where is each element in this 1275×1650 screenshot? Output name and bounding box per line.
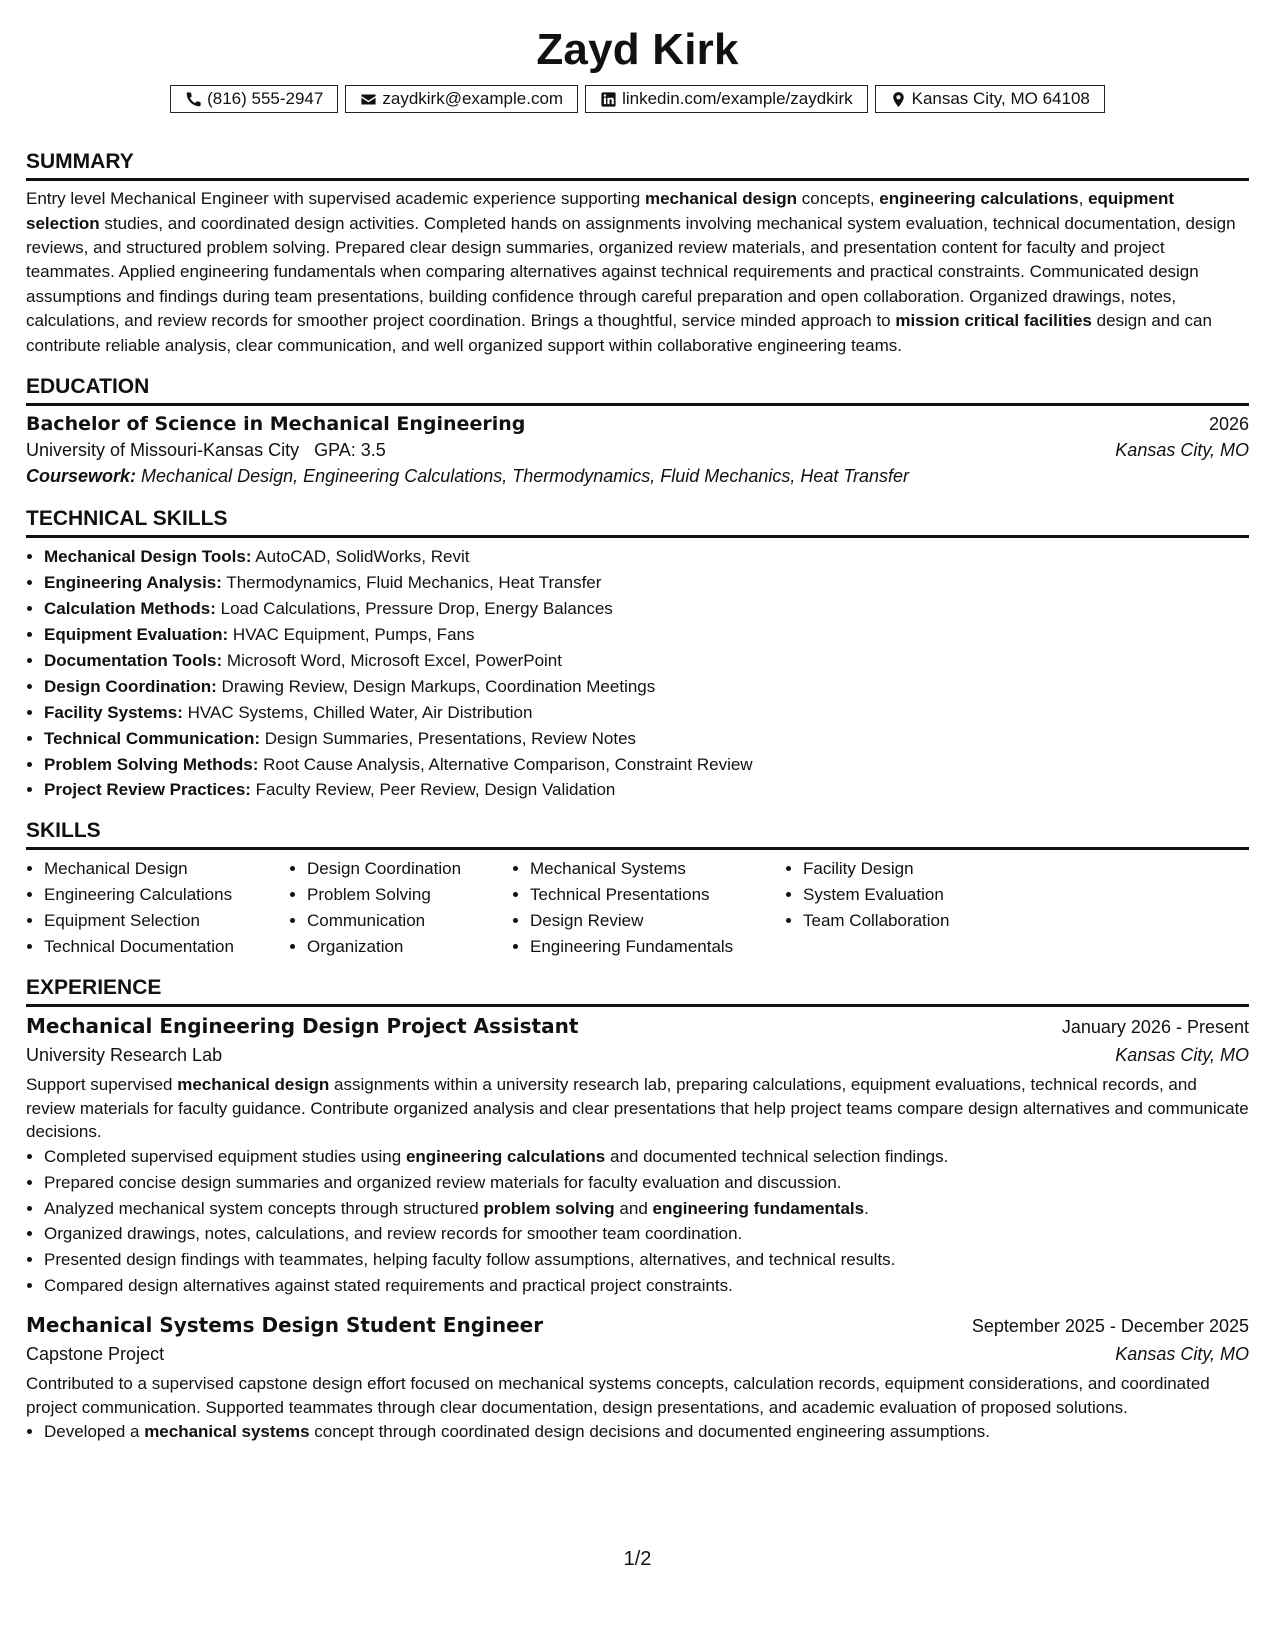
skill-item: • Facility Design — [803, 856, 1053, 882]
technical-skill-value: AutoCAD, SolidWorks, Revit — [251, 547, 470, 567]
page-number: 1/2 — [623, 1548, 652, 1570]
summary-text: studies, and coordinated design activities. Completed hands on assignments involving mechanical system evaluation, technical documentation, design reviews, and structured problem solving. Prepared clear design summaries, organized review materials, and presentation content for faculty and project teammates. Applied engineering fundamentals when comparing alternatives against technical requirements and practical constraints. Communicated design assumptions and findings during team presentations, building confidence through careful preparation and open collaboration. Organized drawings, notes, calculations, and review records for smoother project coordination. Brings a thoughtful, service minded approach to — [26, 213, 1236, 331]
technical-skill-item — [44, 596, 1249, 622]
degree: Bachelor of Science in Mechanical Engineering — [26, 413, 526, 436]
job-title-row — [26, 1313, 1249, 1337]
job-bullet — [44, 1247, 1249, 1273]
summary-text: concepts, — [797, 189, 880, 209]
school-location: Kansas City, MO — [1115, 440, 1249, 461]
summary-text: , — [1078, 189, 1089, 209]
skills-column — [512, 856, 785, 960]
coursework-row — [26, 466, 1249, 487]
job-bullet-text: Analyzed mechanical system concepts through structured — [44, 1198, 484, 1218]
skill-item: • Mechanical Design — [44, 856, 289, 882]
job-dates: September 2025 - December 2025 — [971, 1316, 1249, 1337]
technical-skills-section — [26, 507, 1249, 803]
job-bullet-text: Prepared concise design summaries and organized review materials for faculty evaluation and discussion. — [44, 1172, 842, 1192]
experience-jobs — [26, 1014, 1249, 1445]
contact-bar — [26, 85, 1249, 113]
job-bullet — [44, 1196, 1249, 1222]
technical-skill-value: HVAC Systems, Chilled Water, Air Distribution — [182, 702, 533, 722]
technical-skill-value: Faculty Review, Peer Review, Design Validation — [250, 780, 616, 800]
job-summary-text: Support supervised — [26, 1075, 178, 1095]
education-heading: EDUCATION — [26, 375, 1249, 406]
job-title: Mechanical Engineering Design Project Assistant — [26, 1014, 579, 1039]
job-bullet — [44, 1221, 1249, 1247]
skills-column — [26, 856, 289, 960]
job-bullet-text: . — [864, 1198, 869, 1218]
graduation-year: 2026 — [1208, 414, 1249, 435]
contact-email[interactable] — [345, 85, 578, 113]
technical-skill-label: Calculation Methods: — [44, 599, 216, 619]
summary-emphasis: equipment selection — [26, 189, 1175, 233]
school: University of Missouri-Kansas City — [26, 440, 300, 461]
job-bullet-emphasis: problem solving — [483, 1198, 615, 1218]
job-bullet-emphasis: engineering fundamentals — [652, 1198, 865, 1218]
skills-section — [26, 819, 1249, 960]
technical-skill-label: Mechanical Design Tools: — [44, 547, 252, 567]
technical-skill-label: Documentation Tools: — [44, 650, 223, 670]
contact-linkedin[interactable] — [585, 85, 868, 113]
email-text: zaydkirk@example.com — [382, 89, 564, 108]
linkedin-icon — [600, 91, 617, 108]
technical-skill-value: Root Cause Analysis, Alternative Comparison, Constraint Review — [258, 754, 753, 774]
job-summary-emphasis: mechanical design — [177, 1075, 330, 1095]
skill-item: • System Evaluation — [803, 882, 1053, 908]
job-summary-text: Contributed to a supervised capstone design effort focused on mechanical systems concepts, calculation records, equipment considerations, and coordinated project communication. Supported teammates through clear documentation, design presentations, and academic evaluation of proposed solutions. — [26, 1374, 1210, 1417]
technical-skill-item — [44, 622, 1249, 648]
job-org-row — [26, 1045, 1249, 1066]
job-org-row — [26, 1344, 1249, 1365]
technical-skill-label: Technical Communication: — [44, 728, 260, 748]
technical-skill-item — [44, 700, 1249, 726]
skill-item: • Technical Documentation — [44, 934, 289, 960]
skills-column — [785, 856, 1053, 960]
technical-skill-item — [44, 777, 1249, 803]
job-bullet-text: and documented technical selection findings. — [605, 1146, 949, 1166]
summary-text: Entry level Mechanical Engineer with supervised academic experience supporting — [26, 189, 645, 209]
skill-item: • Design Coordination — [307, 856, 512, 882]
summary-section — [26, 150, 1249, 358]
job-location: Kansas City, MO — [1115, 1344, 1249, 1365]
map-pin-icon — [890, 91, 907, 108]
summary-emphasis: mission critical facilities — [895, 311, 1092, 331]
summary-text — [26, 187, 1249, 358]
technical-skill-value: Load Calculations, Pressure Drop, Energy Balances — [215, 599, 613, 619]
phone-icon — [185, 91, 202, 108]
job-title: Mechanical Systems Design Student Engineer — [26, 1313, 544, 1338]
linkedin-text: linkedin.com/example/zaydkirk — [622, 89, 853, 108]
education-school-row — [26, 440, 1249, 461]
technical-skill-label: Facility Systems: — [44, 702, 183, 722]
technical-skills-list — [26, 544, 1249, 803]
skill-item: • Problem Solving — [307, 882, 512, 908]
job-entry — [26, 1313, 1249, 1445]
contact-location — [875, 85, 1105, 113]
candidate-name: Zayd Kirk — [536, 25, 739, 74]
job-location: Kansas City, MO — [1115, 1045, 1249, 1066]
coursework-label: Coursework: — [26, 466, 137, 487]
job-bullet-text: and — [614, 1198, 653, 1218]
phone-text: (816) 555-2947 — [207, 89, 324, 108]
job-bullet-text: Developed a — [44, 1422, 145, 1442]
technical-skill-value: HVAC Equipment, Pumps, Fans — [228, 624, 475, 644]
job-bullet-text: Compared design alternatives against stated requirements and practical project constraints. — [44, 1276, 733, 1296]
skill-item: • Equipment Selection — [44, 908, 289, 934]
technical-skill-item — [44, 648, 1249, 674]
technical-skill-item — [44, 726, 1249, 752]
summary-emphasis: mechanical design — [644, 189, 798, 209]
job-bullet — [44, 1144, 1249, 1170]
skill-item: • Design Review — [530, 908, 785, 934]
job-summary — [26, 1372, 1249, 1419]
job-bullet-emphasis: engineering calculations — [405, 1146, 606, 1166]
skill-item: • Engineering Calculations — [44, 882, 289, 908]
technical-skill-value: Drawing Review, Design Markups, Coordination Meetings — [216, 676, 656, 696]
skill-item: • Communication — [307, 908, 512, 934]
technical-skill-label: Design Coordination: — [44, 676, 217, 696]
job-entry — [26, 1014, 1249, 1299]
job-bullet — [44, 1273, 1249, 1299]
education-degree-row — [26, 413, 1249, 435]
coursework-list: Mechanical Design, Engineering Calculations, Thermodynamics, Fluid Mechanics, Heat Transfer — [141, 466, 910, 487]
skill-item: • Technical Presentations — [530, 882, 785, 908]
skills-grid — [26, 856, 1249, 960]
contact-phone[interactable] — [170, 85, 338, 113]
envelope-icon — [360, 91, 377, 108]
job-bullet-emphasis: mechanical systems — [144, 1422, 310, 1442]
summary-emphasis: engineering calculations — [879, 189, 1079, 209]
job-organization: Capstone Project — [26, 1344, 165, 1365]
technical-skills-heading: TECHNICAL SKILLS — [26, 507, 1249, 538]
skills-heading: SKILLS — [26, 819, 1249, 850]
technical-skill-label: Project Review Practices: — [44, 780, 251, 800]
skill-item: • Engineering Fundamentals — [530, 934, 785, 960]
skill-item: • Team Collaboration — [803, 908, 1053, 934]
skill-item: • Organization — [307, 934, 512, 960]
job-bullets — [26, 1419, 1249, 1445]
education-section — [26, 375, 1249, 487]
experience-section — [26, 976, 1249, 1445]
technical-skill-label: Problem Solving Methods: — [44, 754, 259, 774]
experience-heading: EXPERIENCE — [26, 976, 1249, 1007]
job-organization: University Research Lab — [26, 1045, 223, 1066]
technical-skill-item — [44, 570, 1249, 596]
job-bullet — [44, 1419, 1249, 1445]
skills-column — [289, 856, 512, 960]
job-summary — [26, 1073, 1249, 1144]
job-bullets — [26, 1144, 1249, 1299]
technical-skill-value: Microsoft Word, Microsoft Excel, PowerPoint — [222, 650, 562, 670]
job-bullet — [44, 1170, 1249, 1196]
job-bullet-text: Organized drawings, notes, calculations, and review records for smoother team coordination. — [44, 1224, 743, 1244]
job-bullet-text: concept through coordinated design decisions and documented engineering assumptions. — [309, 1422, 991, 1442]
technical-skill-item — [44, 674, 1249, 700]
job-bullet-text: Completed supervised equipment studies using — [44, 1146, 406, 1166]
technical-skill-value: Design Summaries, Presentations, Review Notes — [260, 728, 637, 748]
technical-skill-value: Thermodynamics, Fluid Mechanics, Heat Transfer — [221, 573, 602, 593]
summary-heading: SUMMARY — [26, 150, 1249, 181]
job-bullet-text: Presented design findings with teammates, helping faculty follow assumptions, alternatives, and technical results. — [44, 1250, 896, 1270]
skill-item: • Mechanical Systems — [530, 856, 785, 882]
job-title-row — [26, 1014, 1249, 1038]
summary-text: design and can contribute reliable analysis, clear communication, and well organized support within collaborative engineering teams. — [26, 311, 1212, 355]
technical-skill-label: Equipment Evaluation: — [44, 624, 229, 644]
technical-skill-item — [44, 544, 1249, 570]
job-summary-text: assignments within a university research lab, preparing calculations, equipment evaluations, technical records, and review materials for faculty guidance. Contribute organized analysis and clear presentations that help project teams compare design alternatives and communicate decisions. — [26, 1075, 1249, 1142]
location-text: Kansas City, MO 64108 — [911, 89, 1090, 108]
technical-skill-label: Engineering Analysis: — [44, 573, 222, 593]
job-dates: January 2026 - Present — [1061, 1017, 1249, 1038]
technical-skill-item — [44, 752, 1249, 778]
gpa: GPA: 3.5 — [314, 440, 386, 461]
